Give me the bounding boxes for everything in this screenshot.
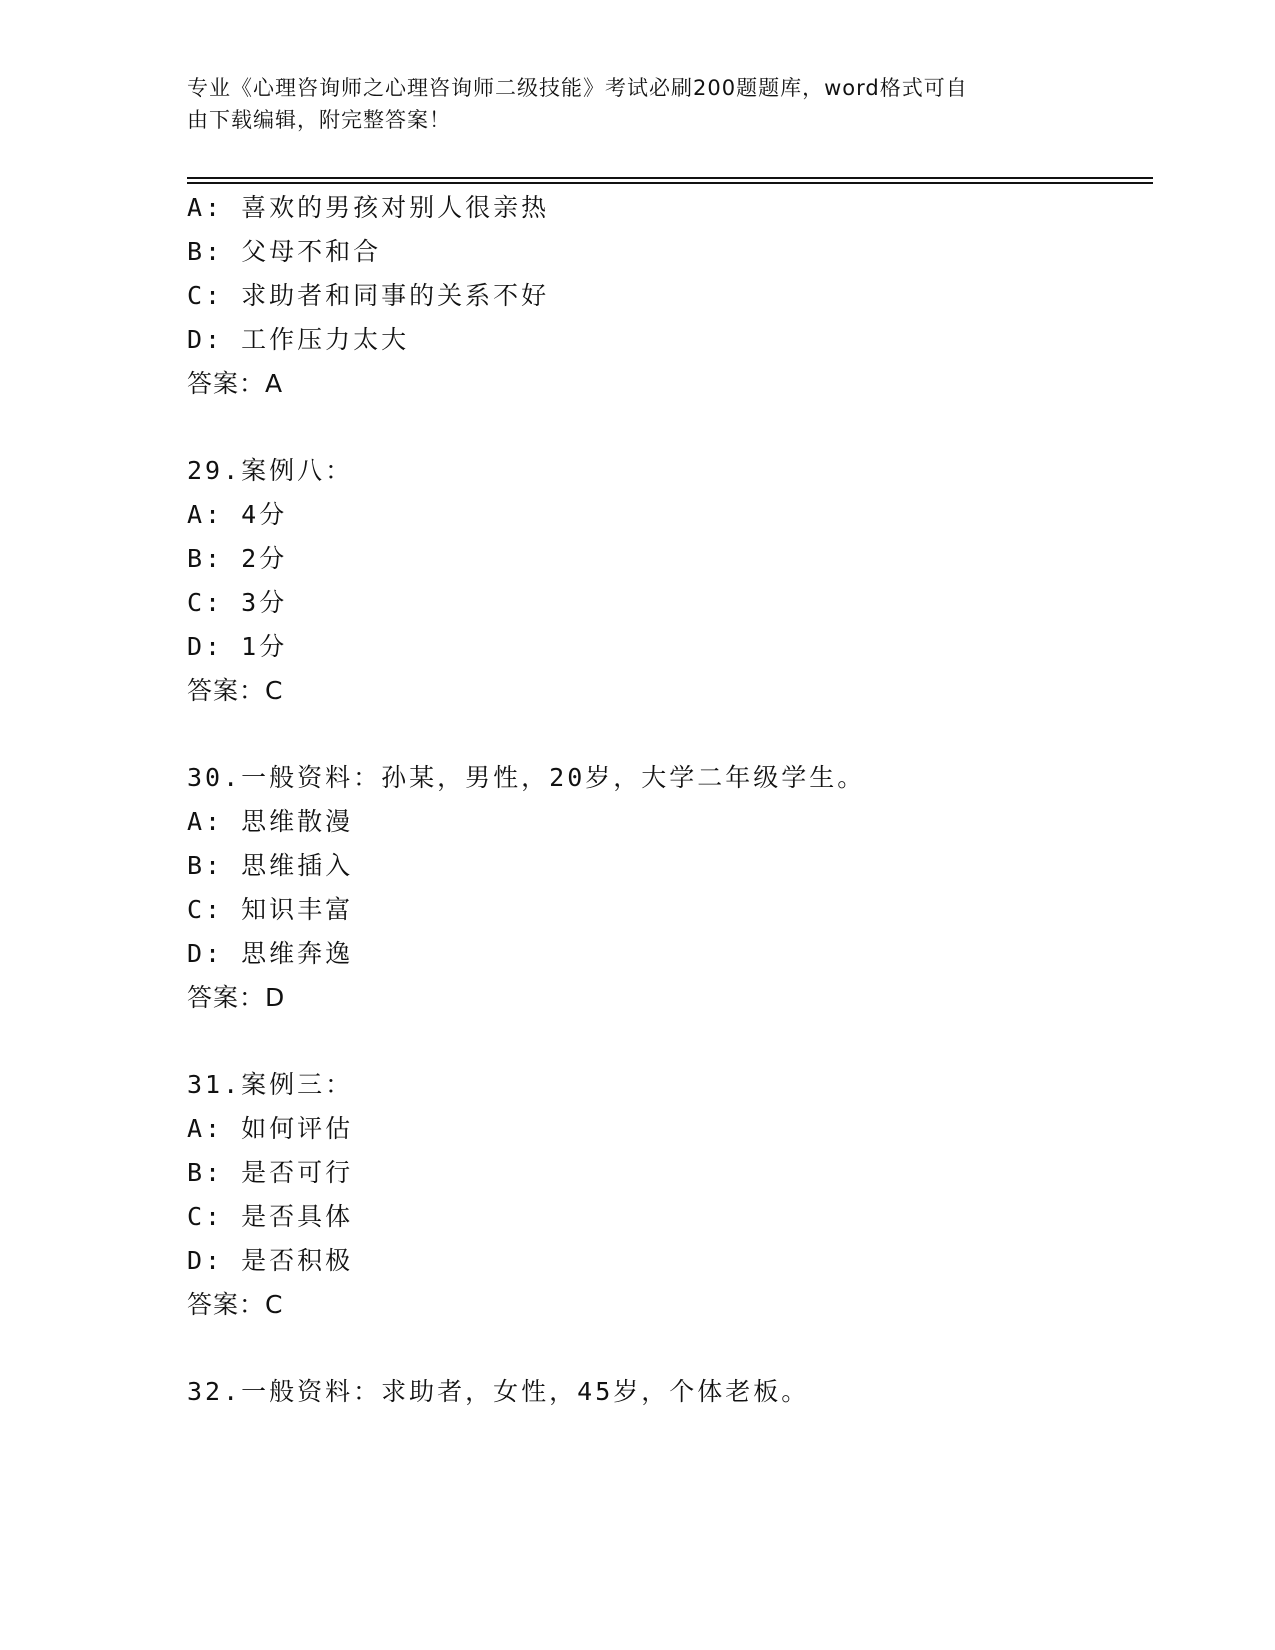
q31-option-d: D: 是否积极 bbox=[187, 1246, 354, 1275]
header-divider-bottom bbox=[187, 182, 1153, 184]
q28-answer: 答案：A bbox=[187, 369, 284, 398]
q28-option-b: B: 父母不和合 bbox=[187, 237, 382, 266]
q31-title: 31.案例三： bbox=[187, 1070, 354, 1099]
q29-option-b: B: 2分 bbox=[187, 544, 288, 573]
q31-option-a: A: 如何评估 bbox=[187, 1114, 354, 1143]
q29-title: 29.案例八： bbox=[187, 456, 354, 485]
q31-option-c: C: 是否具体 bbox=[187, 1202, 354, 1231]
q31-option-b: B: 是否可行 bbox=[187, 1158, 354, 1187]
q31-answer: 答案：C bbox=[187, 1290, 284, 1319]
q29-option-d: D: 1分 bbox=[187, 632, 288, 661]
q32-title: 32.一般资料：求助者，女性，45岁，个体老板。 bbox=[187, 1377, 810, 1406]
q29-option-c: C: 3分 bbox=[187, 588, 288, 617]
q29-option-a: A: 4分 bbox=[187, 500, 288, 529]
q30-title: 30.一般资料：孙某，男性，20岁，大学二年级学生。 bbox=[187, 763, 866, 792]
q28-option-d: D: 工作压力太大 bbox=[187, 325, 410, 354]
q30-option-b: B: 思维插入 bbox=[187, 851, 354, 880]
header-line-2: 由下载编辑，附完整答案！ bbox=[187, 108, 451, 132]
header-line-1: 专业《心理咨询师之心理咨询师二级技能》考试必刷200题题库，word格式可自 bbox=[187, 76, 968, 100]
header-divider-top bbox=[187, 177, 1153, 179]
q30-option-c: C: 知识丰富 bbox=[187, 895, 354, 924]
q29-answer: 答案：C bbox=[187, 676, 284, 705]
q30-answer: 答案：D bbox=[187, 983, 286, 1012]
document-header bbox=[187, 72, 1067, 136]
q30-option-d: D: 思维奔逸 bbox=[187, 939, 354, 968]
q28-option-c: C: 求助者和同事的关系不好 bbox=[187, 281, 550, 310]
q28-option-a: A: 喜欢的男孩对别人很亲热 bbox=[187, 193, 550, 222]
q30-option-a: A: 思维散漫 bbox=[187, 807, 354, 836]
